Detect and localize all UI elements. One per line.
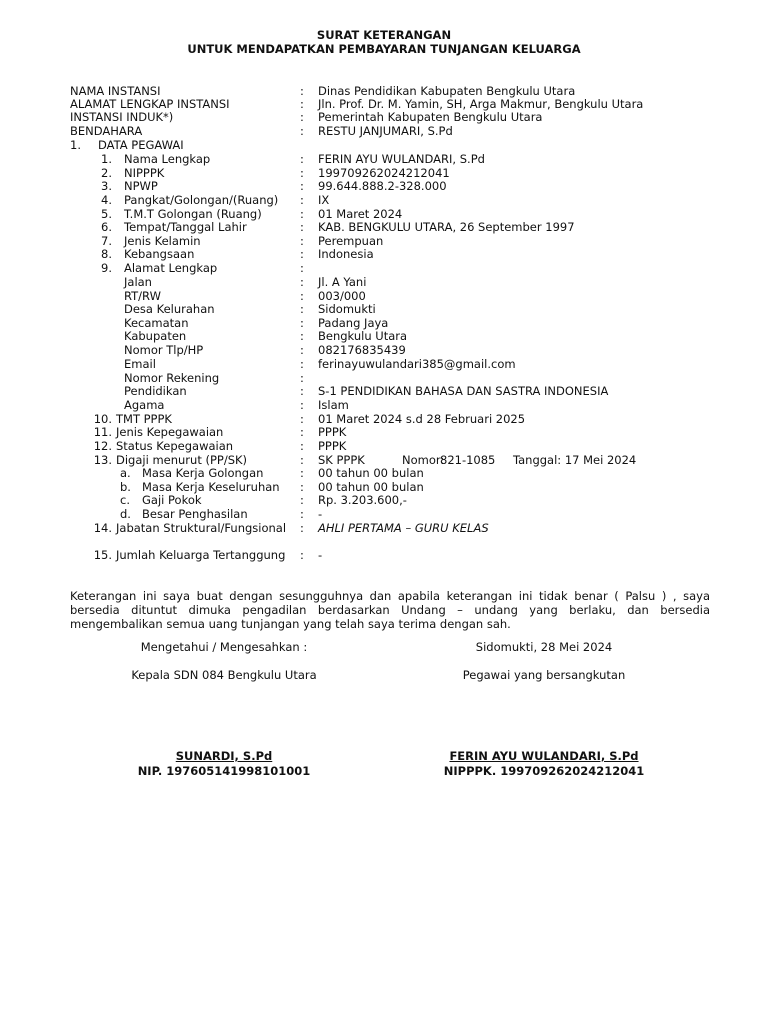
right-signatory-id: NIPPPK. 199709262024212041 xyxy=(443,764,645,778)
sub-item-letter: b. xyxy=(120,480,131,494)
item-label: Alamat Lengkap xyxy=(124,261,218,275)
header-label: INSTANSI INDUK*) xyxy=(70,110,174,124)
sub-item-colon: : xyxy=(300,480,304,494)
left-signatory-id: NIP. 197605141998101001 xyxy=(137,764,311,778)
item-value: KAB. BENGKULU UTARA, 26 September 1997 xyxy=(318,220,575,234)
sub-item-letter: c. xyxy=(120,493,130,507)
address-colon: : xyxy=(300,275,304,289)
item-row xyxy=(0,412,768,426)
address-colon: : xyxy=(300,289,304,303)
item-number: 6. xyxy=(101,220,112,234)
item-row xyxy=(0,247,768,261)
sub-item-colon: : xyxy=(300,493,304,507)
address-value: S-1 PENDIDIKAN BAHASA DAN SASTRA INDONESIA xyxy=(318,384,609,398)
item-label: NIPPPK xyxy=(124,166,165,180)
address-value: ferinayuwulandari385@gmail.com xyxy=(318,357,516,371)
header-row-bendahara xyxy=(0,124,768,138)
header-row-instansi-induk xyxy=(0,110,768,124)
address-row xyxy=(0,398,768,412)
document-title: SURAT KETERANGAN xyxy=(316,28,452,42)
item-number: 12. xyxy=(93,439,112,453)
item-value: AHLI PERTAMA – GURU KELAS xyxy=(318,521,489,535)
item-number: 5. xyxy=(101,207,112,221)
header-colon: : xyxy=(300,97,304,111)
address-row xyxy=(0,357,768,371)
item-colon: : xyxy=(300,207,304,221)
item-number: 10. xyxy=(93,412,112,426)
header-row-nama-instansi xyxy=(0,84,768,98)
item-label: T.M.T Golongan (Ruang) xyxy=(124,207,262,221)
item-colon: : xyxy=(300,439,304,453)
address-colon: : xyxy=(300,371,304,385)
address-label: Email xyxy=(124,357,156,371)
address-colon: : xyxy=(300,302,304,316)
address-row xyxy=(0,384,768,398)
left-role: Kepala SDN 084 Bengkulu Utara xyxy=(131,668,317,682)
item-value: FERIN AYU WULANDARI, S.Pd xyxy=(318,152,485,166)
item-colon: : xyxy=(300,179,304,193)
address-row xyxy=(0,343,768,357)
sub-item-value: - xyxy=(318,507,323,521)
item-colon: : xyxy=(300,193,304,207)
item-row-digaji xyxy=(0,453,768,467)
statement-paragraph: Keterangan ini saya buat dengan sesungguhnya dan apabila keterangan ini tidak benar ( Palsu ) , saya bersedia dituntut dimuka pengadilan berdasarkan Undang – undang yang berlaku, dan bersedia mengembalikan semua uang tunjangan yang telah saya terima dengan sah. xyxy=(70,589,710,631)
item-row xyxy=(0,261,768,275)
item-number: 1. xyxy=(101,152,112,166)
item-number: 9. xyxy=(101,261,112,275)
item-row-jabatan xyxy=(0,521,768,535)
item-number: 4. xyxy=(101,193,112,207)
item-row xyxy=(0,220,768,234)
address-label: Jalan xyxy=(124,275,152,289)
header-label: BENDAHARA xyxy=(70,124,143,138)
address-row xyxy=(0,275,768,289)
header-row-alamat xyxy=(0,97,768,111)
item-number: 15. xyxy=(93,548,112,562)
address-row xyxy=(0,371,768,385)
sk-tanggal: Tanggal: 17 Mei 2024 xyxy=(513,453,637,467)
item-colon: : xyxy=(300,261,304,275)
address-label: Desa Kelurahan xyxy=(124,302,215,316)
item-row xyxy=(0,207,768,221)
address-label: RT/RW xyxy=(124,289,161,303)
header-value: Pemerintah Kabupaten Bengkulu Utara xyxy=(318,110,543,124)
sk-nomor-label: Nomor: xyxy=(402,453,445,467)
address-row xyxy=(0,289,768,303)
item-colon: : xyxy=(300,412,304,426)
item-label: Jenis Kelamin xyxy=(124,234,201,248)
sub-item-colon: : xyxy=(300,507,304,521)
address-colon: : xyxy=(300,357,304,371)
item-value: - xyxy=(318,548,323,562)
sub-item-row xyxy=(0,507,768,521)
address-colon: : xyxy=(300,343,304,357)
item-label: Jenis Kepegawaian xyxy=(116,425,224,439)
address-label: Nomor Rekening xyxy=(124,371,220,385)
item-row xyxy=(0,166,768,180)
item-row xyxy=(0,234,768,248)
item-number: 2. xyxy=(101,166,112,180)
left-signatory-name: SUNARDI, S.Pd xyxy=(175,749,273,763)
item-value: 199709262024212041 xyxy=(318,166,450,180)
item-number: 8. xyxy=(101,247,112,261)
item-row-keluarga xyxy=(0,548,768,562)
address-row xyxy=(0,329,768,343)
item-number: 11. xyxy=(93,425,112,439)
address-label: Pendidikan xyxy=(124,384,187,398)
item-label: Nama Lengkap xyxy=(124,152,211,166)
item-colon: : xyxy=(300,152,304,166)
section-label: DATA PEGAWAI xyxy=(98,138,184,152)
item-value: PPPK xyxy=(318,439,347,453)
item-number: 14. xyxy=(93,521,112,535)
item-row xyxy=(0,439,768,453)
right-role: Pegawai yang bersangkutan xyxy=(462,668,626,682)
item-label: TMT PPPK xyxy=(116,412,172,426)
item-colon: : xyxy=(300,425,304,439)
address-colon: : xyxy=(300,398,304,412)
item-label: Jumlah Keluarga Tertanggung xyxy=(116,548,286,562)
item-value: PPPK xyxy=(318,425,347,439)
header-label: ALAMAT LENGKAP INSTANSI xyxy=(70,97,230,111)
section-data-pegawai xyxy=(0,138,768,152)
left-heading: Mengetahui / Mengesahkan : xyxy=(140,640,308,654)
address-label: Kecamatan xyxy=(124,316,189,330)
item-label: Jabatan Struktural/Fungsional xyxy=(116,521,287,535)
header-value: Jln. Prof. Dr. M. Yamin, SH, Arga Makmur, Bengkulu Utara xyxy=(318,97,644,111)
address-label: Agama xyxy=(124,398,165,412)
sk-type: SK PPPK xyxy=(318,453,365,467)
right-place-date: Sidomukti, 28 Mei 2024 xyxy=(475,640,613,654)
sub-item-row xyxy=(0,480,768,494)
header-colon: : xyxy=(300,110,304,124)
address-row xyxy=(0,316,768,330)
header-label: NAMA INSTANSI xyxy=(70,84,161,98)
address-value: Islam xyxy=(318,398,349,412)
address-value: Jl. A Yani xyxy=(318,275,367,289)
item-value: Perempuan xyxy=(318,234,384,248)
header-colon: : xyxy=(300,124,304,138)
address-row xyxy=(0,302,768,316)
address-value: Padang Jaya xyxy=(318,316,389,330)
item-label: Tempat/Tanggal Lahir xyxy=(124,220,247,234)
item-colon: : xyxy=(300,453,304,467)
item-value: 01 Maret 2024 s.d 28 Februari 2025 xyxy=(318,412,526,426)
item-value: IX xyxy=(318,193,330,207)
sub-item-row xyxy=(0,466,768,480)
item-value: Indonesia xyxy=(318,247,374,261)
item-row xyxy=(0,179,768,193)
address-colon: : xyxy=(300,316,304,330)
address-value: 082176835439 xyxy=(318,343,406,357)
document-subtitle: UNTUK MENDAPATKAN PEMBAYARAN TUNJANGAN KELUARGA xyxy=(187,42,581,56)
sub-item-colon: : xyxy=(300,466,304,480)
address-value: Sidomukti xyxy=(318,302,376,316)
address-value: 003/000 xyxy=(318,289,366,303)
item-number: 3. xyxy=(101,179,112,193)
item-colon: : xyxy=(300,166,304,180)
right-signatory-name: FERIN AYU WULANDARI, S.Pd xyxy=(449,749,639,763)
item-number: 7. xyxy=(101,234,112,248)
address-label: Kabupaten xyxy=(124,329,187,343)
header-value: RESTU JANJUMARI, S.Pd xyxy=(318,124,453,138)
item-label: NPWP xyxy=(124,179,158,193)
sub-item-value: 00 tahun 00 bulan xyxy=(318,466,424,480)
sub-item-value: Rp. 3.203.600,- xyxy=(318,493,407,507)
item-row xyxy=(0,193,768,207)
header-colon: : xyxy=(300,84,304,98)
sub-item-value: 00 tahun 00 bulan xyxy=(318,480,424,494)
sub-item-letter: d. xyxy=(120,507,131,521)
sub-item-label: Gaji Pokok xyxy=(142,493,202,507)
sub-item-label: Masa Kerja Golongan xyxy=(142,466,264,480)
item-colon: : xyxy=(300,548,304,562)
item-value: 01 Maret 2024 xyxy=(318,207,403,221)
item-colon: : xyxy=(300,234,304,248)
address-colon: : xyxy=(300,329,304,343)
sub-item-label: Besar Penghasilan xyxy=(142,507,248,521)
item-colon: : xyxy=(300,220,304,234)
address-colon: : xyxy=(300,384,304,398)
header-value: Dinas Pendidikan Kabupaten Bengkulu Utara xyxy=(318,84,576,98)
item-label: Kebangsaan xyxy=(124,247,195,261)
item-row xyxy=(0,152,768,166)
sub-item-row xyxy=(0,493,768,507)
section-number: 1. xyxy=(70,138,81,152)
item-label: Digaji menurut (PP/SK) xyxy=(116,453,248,467)
item-label: Status Kepegawaian xyxy=(116,439,234,453)
item-row xyxy=(0,425,768,439)
item-colon: : xyxy=(300,247,304,261)
sub-item-label: Masa Kerja Keseluruhan xyxy=(142,480,280,494)
sk-nomor: 821-1085 xyxy=(440,453,496,467)
address-value: Bengkulu Utara xyxy=(318,329,408,343)
item-label: Pangkat/Golongan/(Ruang) xyxy=(124,193,279,207)
item-colon: : xyxy=(300,521,304,535)
address-label: Nomor Tlp/HP xyxy=(124,343,204,357)
item-value: 99.644.888.2-328.000 xyxy=(318,179,447,193)
sub-item-letter: a. xyxy=(120,466,131,480)
item-number: 13. xyxy=(93,453,112,467)
